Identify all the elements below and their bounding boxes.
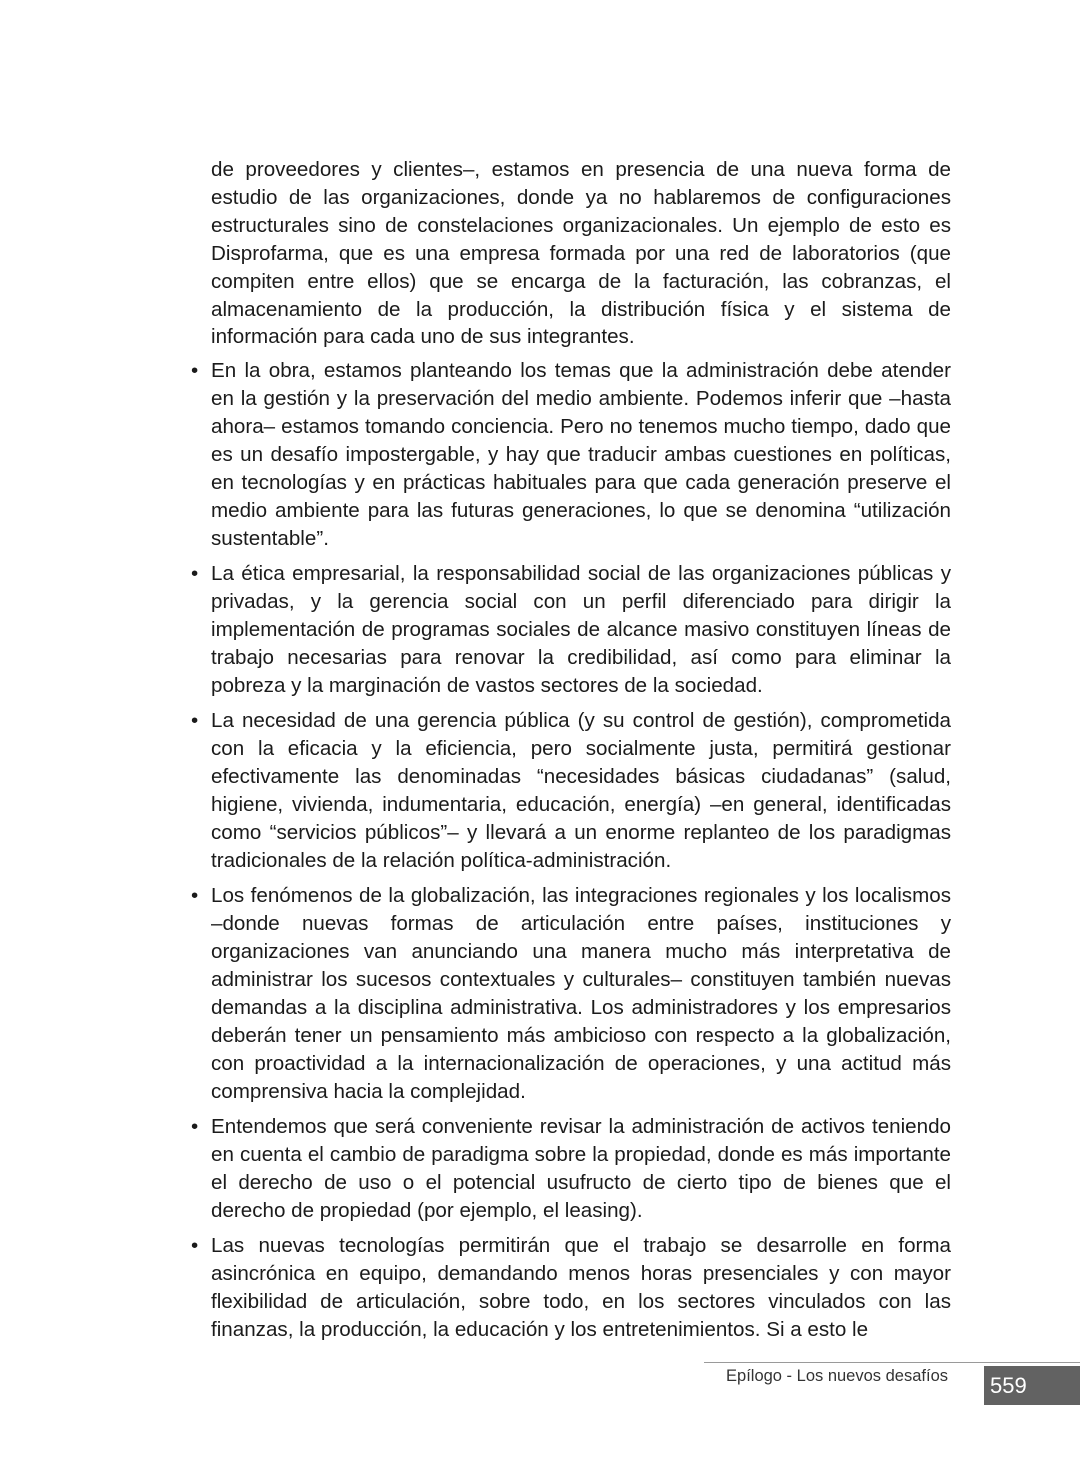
list-item [191,1232,951,1344]
page-number: 559 [990,1373,1027,1398]
list-item-text: Las nuevas tecnologías permitirán que el trabajo se desarrolle en forma asincrónica en equipo, demandando menos horas presenciales y con mayor flexibilidad de articulación, sobre todo, en los sectores vinculados con las finanzas, la producción, la educación y los entretenimientos. Si a esto le [211,1234,951,1341]
running-footer-title: Epílogo - Los nuevos desafíos [726,1367,948,1385]
continued-paragraph: de proveedores y clientes–, estamos en presencia de una nueva forma de estudio de las organizaciones, donde ya no hablaremos de configuraciones estructurales sino de constelaciones organizacionales. Un ejemplo de esto es Disprofarma, que es una empresa formada por una red de laboratorios (que compiten entre ellos) que se encarga de la facturación, las cobranzas, el almacenamiento de la producción, la distribución física y el sistema de información para cada uno de sus integrantes. [211,158,951,349]
list-item [191,560,951,700]
list-item-text: En la obra, estamos planteando los temas que la administración debe atender en la gestión y la preservación del medio ambiente. Podemos inferir que –hasta ahora– estamos tomando conciencia. Pero no tenemos mucho tiempo, dado que es un desafío impostergable, y hay que traducir ambas cuestiones en políticas, en tecnologías y en prácticas habituales para que cada generación preserve el medio ambiente para las futuras generaciones, lo que se denomina “utilización sustentable”. [211,359,951,550]
bullet-icon: • [191,359,199,383]
bullet-list [191,357,951,1343]
list-item [191,882,951,1105]
list-item [191,1113,951,1225]
list-item-text: La ética empresarial, la responsabilidad social de las organizaciones públicas y privadas, y la gerencia social con un perfil diferenciado para dirigir la implementación de programas sociales de alcance masivo constituyen líneas de trabajo necesarias para renovar la credibilidad, así como para eliminar la pobreza y la marginación de vastos sectores de la sociedad. [211,562,951,697]
list-item [191,707,951,874]
bullet-icon: • [191,1234,199,1258]
list-item-text: La necesidad de una gerencia pública (y su control de gestión), comprometida con la eficacia y la eficiencia, pero socialmente justa, permitirá gestionar efectivamente las denominadas “necesidades básicas ciudadanas” (salud, higiene, vivienda, indumentaria, educación, energía) –en general, identificadas como “servicios públicos”– y llevará a un enorme replanteo de los paradigmas tradicionales de la relación política-administración. [211,709,951,872]
page-number-box [984,1366,1080,1405]
bullet-icon: • [191,562,199,586]
list-item [191,357,951,552]
bullet-icon: • [191,884,199,908]
bullet-icon: • [191,709,199,733]
page-body [191,156,951,1351]
bullet-icon: • [191,1114,199,1138]
list-item-text: Los fenómenos de la globalización, las integraciones regionales y los localismos –donde nuevas formas de articulación entre países, instituciones y organizaciones van anunciando una manera mucho más interpretativa de administrar los sucesos contextuales y culturales– constituyen también nuevas demandas a la disciplina administrativa. Los administradores y los empresarios deberán tener un pensamiento más ambicioso con respecto a la globalización, con proactividad a la internacionalización de operaciones, y una actitud más comprensiva hacia la complejidad. [211,884,951,1103]
list-item-text: Entendemos que será conveniente revisar la administración de activos teniendo en cuenta el cambio de paradigma sobre la propiedad, donde es más importante el derecho de uso o el potencial usufructo de cierto tipo de bienes que el derecho de propiedad (por ejemplo, el leasing). [211,1114,951,1222]
footer-divider [704,1362,1080,1363]
